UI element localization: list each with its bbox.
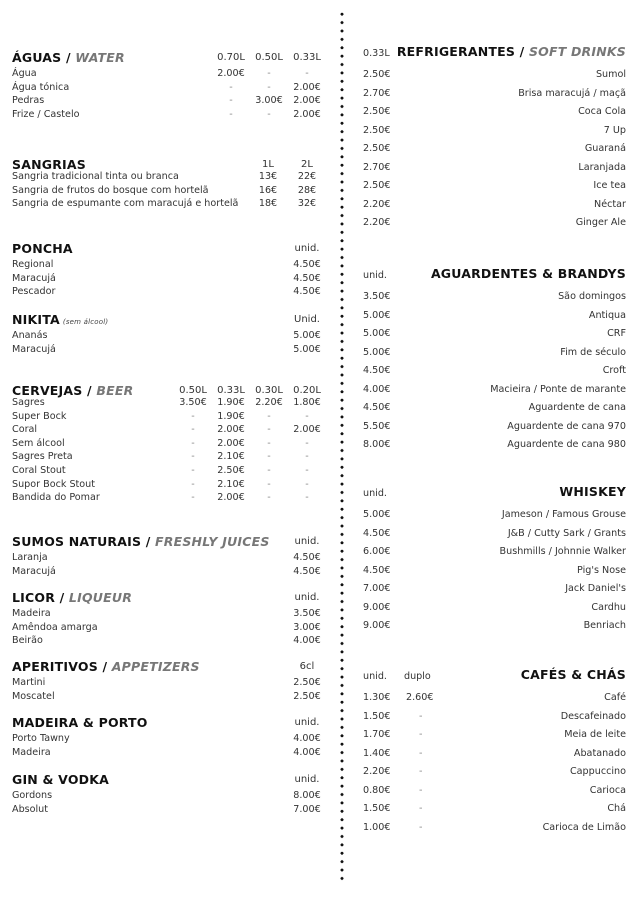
section-title [559, 484, 626, 499]
item-name: Fim de século [560, 346, 626, 358]
item-name: J&B / Cutty Sark / Grants [507, 527, 626, 539]
item-price: 2.00€ [293, 81, 321, 93]
item-name: CRF [607, 328, 626, 339]
item-price: 2.00€ [217, 492, 245, 504]
item-name: Absolut [12, 803, 49, 815]
column-header: unid. [363, 488, 387, 499]
item-name: Meia de leite [564, 729, 626, 740]
item-name: Ice tea [593, 180, 626, 191]
item-price: - [267, 424, 271, 436]
section-title-pt: NIKITA [12, 312, 60, 327]
item-price: 2.20€ [363, 217, 391, 228]
item-name: Abatanado [573, 747, 626, 759]
item-name: Maracujá [12, 343, 56, 355]
item-price: 5.00€ [363, 346, 391, 358]
item-price: 2.20€ [363, 198, 391, 210]
column-header: 1L [262, 159, 274, 170]
item-price: 2.50€ [363, 143, 391, 154]
title-separator: / [55, 590, 69, 605]
item-price: 8.00€ [363, 439, 391, 450]
section-title [12, 590, 132, 605]
item-price: 4.50€ [363, 564, 391, 576]
item-price: - [267, 410, 271, 422]
item-price: 1.70€ [363, 729, 391, 740]
section-title-pt: GIN & VODKA [12, 772, 109, 787]
item-price: 1.50€ [363, 710, 391, 722]
item-price: - [229, 81, 233, 93]
item-price: - [267, 81, 271, 93]
section-title [521, 667, 626, 682]
item-name: Sangria de espumante com maracujá e hortelã [12, 198, 239, 210]
column-header: unid. [363, 270, 387, 281]
item-price: - [267, 465, 271, 476]
item-price: 4.00€ [293, 746, 321, 758]
column-header: 0.50L [179, 385, 207, 396]
item-name: Sagres [12, 397, 45, 408]
item-name: Croft [602, 365, 626, 376]
column-header: 0.70L [217, 52, 245, 63]
item-price: 5.00€ [293, 343, 321, 355]
item-name: Martini [12, 677, 46, 688]
column-header: unid. [294, 774, 320, 785]
section-title [12, 715, 148, 730]
dotted-divider [340, 10, 344, 882]
item-price: 4.50€ [293, 272, 321, 284]
section-title [12, 241, 73, 256]
section-title [12, 772, 109, 787]
item-name: Pig's Nose [577, 564, 626, 576]
item-name: Café [604, 692, 626, 703]
section-title [397, 44, 626, 59]
section-title-en: APPETIZERS [111, 659, 200, 674]
item-name: Supor Bock Stout [12, 478, 96, 490]
item-price: - [191, 437, 195, 449]
item-price: 7.00€ [293, 803, 321, 815]
item-name: Madeira [12, 746, 51, 758]
item-price: 4.50€ [293, 565, 321, 577]
section-title-en: LIQUEUR [68, 590, 133, 605]
item-price: 5.00€ [363, 509, 391, 520]
item-name: Madeira [12, 608, 51, 619]
column-header: unid. [294, 717, 320, 728]
item-price: - [267, 437, 271, 449]
item-name: Laranjada [578, 161, 626, 173]
item-price: 6.00€ [363, 546, 391, 557]
item-name: Cappuccino [569, 766, 626, 777]
item-price: - [419, 766, 423, 777]
item-price: 3.50€ [363, 291, 391, 302]
item-price: - [305, 451, 309, 463]
column-header: unid. [363, 671, 387, 682]
column-header: 0.33L [293, 52, 321, 63]
item-price: 2.00€ [293, 95, 321, 107]
column-header: 2L [301, 159, 313, 170]
section-title-pt: MADEIRA & PORTO [12, 715, 148, 730]
item-name: Aguardente de cana [528, 402, 626, 413]
item-name: Moscatel [12, 690, 55, 702]
item-price: - [419, 747, 423, 759]
section-title [431, 266, 626, 281]
item-price: - [305, 465, 309, 476]
item-name: Néctar [594, 198, 626, 210]
item-name: Guaraná [584, 143, 626, 154]
item-name: Sangria de frutos do bosque com hortelã [12, 184, 209, 196]
section-title-pt: LICOR [12, 590, 56, 605]
item-price: - [229, 95, 233, 107]
item-price: 2.50€ [293, 690, 321, 702]
item-price: - [305, 492, 309, 504]
item-price: - [419, 821, 423, 833]
item-price: - [305, 68, 309, 79]
item-name: Brisa maracujá / maçã [518, 87, 626, 99]
item-name: Ananás [12, 330, 48, 341]
section-title-pt: WHISKEY [559, 484, 626, 499]
item-name: Benriach [583, 620, 626, 631]
item-price: 0.80€ [363, 784, 391, 796]
item-price: 2.70€ [363, 87, 391, 99]
item-price: 2.60€ [406, 692, 434, 703]
item-name: Regional [12, 259, 54, 270]
item-name: Maracujá [12, 565, 56, 577]
item-price: 8.00€ [293, 790, 321, 801]
item-price: 2.50€ [363, 180, 391, 191]
section-title-pt: SANGRIAS [12, 157, 86, 172]
item-price: 5.00€ [293, 330, 321, 341]
section-title-pt: PONCHA [12, 241, 73, 256]
item-price: - [267, 478, 271, 490]
item-price: 4.00€ [293, 635, 321, 647]
item-price: 2.10€ [217, 478, 245, 490]
section-title-en: FRESHLY JUICES [155, 534, 270, 549]
item-price: 2.20€ [363, 766, 391, 777]
item-price: 2.50€ [293, 677, 321, 688]
item-price: 5.00€ [363, 309, 391, 321]
item-price: 5.50€ [363, 420, 391, 432]
section-title [12, 312, 108, 327]
column-header: 0.30L [255, 385, 283, 396]
item-name: Super Bock [12, 410, 67, 422]
section-title [12, 659, 200, 674]
item-name: Laranja [12, 552, 48, 563]
section-title-pt: CERVEJAS [12, 383, 83, 398]
item-price: 4.50€ [363, 365, 391, 376]
item-price: 2.20€ [255, 397, 283, 408]
item-price: 1.30€ [363, 692, 391, 703]
item-price: 16€ [258, 184, 278, 196]
item-price: 9.00€ [363, 620, 391, 631]
item-name: Frize / Castelo [12, 108, 80, 120]
item-price: 1.90€ [217, 410, 245, 422]
item-name: Pedras [12, 95, 45, 107]
section-title [12, 50, 125, 65]
item-price: - [267, 451, 271, 463]
item-price: 13€ [258, 171, 278, 182]
item-price: 7.00€ [363, 583, 391, 594]
column-header: duplo [404, 671, 431, 682]
item-name: Ginger Ale [575, 217, 626, 228]
item-price: - [229, 108, 233, 120]
item-price: 4.50€ [293, 552, 321, 563]
item-name: Carioca [589, 784, 626, 796]
title-separator: / [515, 44, 529, 59]
section-title [12, 157, 86, 172]
section-title-en: WATER [75, 50, 125, 65]
item-price: - [191, 410, 195, 422]
column-header: 6cl [299, 661, 315, 672]
item-price: - [191, 451, 195, 463]
item-name: Bushmills / Johnnie Walker [499, 546, 626, 557]
section-title-en: BEER [96, 383, 134, 398]
section-title-pt: AGUARDENTES & BRANDYS [430, 266, 626, 281]
item-name: Jameson / Famous Grouse [501, 509, 626, 520]
item-name: Amêndoa amarga [12, 621, 98, 633]
section-title [12, 534, 270, 549]
item-price: 1.40€ [363, 747, 391, 759]
item-name: Macieira / Ponte de marante [490, 383, 626, 395]
item-name: Gordons [12, 790, 53, 801]
item-price: 1.50€ [363, 803, 391, 814]
item-price: 3.50€ [179, 397, 207, 408]
item-price: 3.00€ [255, 95, 283, 107]
item-price: 1.00€ [363, 821, 391, 833]
item-price: 2.00€ [217, 68, 245, 79]
item-price: 2.00€ [217, 437, 245, 449]
section-title-pt: CAFÉS & CHÁS [520, 667, 626, 682]
item-price: 4.00€ [363, 383, 391, 395]
section-title-pt: APERITIVOS [12, 659, 98, 674]
item-price: 2.50€ [217, 465, 245, 476]
item-price: 2.00€ [293, 424, 321, 436]
item-price: - [419, 784, 423, 796]
item-price: - [191, 478, 195, 490]
item-name: São domingos [558, 291, 626, 302]
section-title-en: SOFT DRINKS [528, 44, 626, 59]
item-price: - [305, 437, 309, 449]
column-header: unid. [294, 536, 320, 547]
title-separator: / [97, 659, 112, 674]
item-name: Porto Tawny [12, 733, 70, 744]
column-header: 0.33L [217, 385, 245, 396]
item-name: Sangria tradicional tinta ou branca [12, 171, 179, 182]
section-title-pt: ÁGUAS [12, 50, 62, 65]
item-price: 3.50€ [293, 608, 321, 619]
item-price: 1.90€ [217, 397, 245, 408]
item-price: 3.00€ [293, 621, 321, 633]
item-price: - [419, 803, 423, 814]
item-price: - [267, 108, 271, 120]
item-name: Bandida do Pomar [12, 492, 100, 504]
title-separator: / [61, 50, 76, 65]
item-price: 4.50€ [363, 402, 391, 413]
item-price: 2.50€ [363, 124, 391, 136]
item-name: Aguardente de cana 980 [507, 439, 626, 450]
item-price: - [191, 492, 195, 504]
column-header: 0.33L [363, 48, 390, 59]
item-name: Cardhu [591, 601, 626, 613]
item-price: 2.50€ [363, 69, 391, 80]
item-price: - [267, 492, 271, 504]
item-price: 32€ [297, 198, 317, 210]
item-name: Aguardente de cana 970 [507, 420, 626, 432]
section-note: (sem álcool) [62, 318, 109, 326]
column-header: Unid. [294, 314, 320, 325]
item-name: Antiqua [588, 309, 626, 321]
title-separator: / [141, 534, 156, 549]
item-price: 5.00€ [363, 328, 391, 339]
item-name: 7 Up [603, 124, 626, 136]
item-price: 4.50€ [293, 286, 321, 298]
section-title [12, 383, 133, 398]
item-name: Água [12, 68, 37, 79]
item-price: - [305, 478, 309, 490]
item-price: - [419, 729, 423, 740]
column-header: unid. [294, 592, 320, 603]
column-header: 0.20L [293, 385, 321, 396]
item-name: Maracujá [12, 272, 56, 284]
column-header: 0.50L [255, 52, 283, 63]
item-price: 2.10€ [217, 451, 245, 463]
item-price: - [267, 68, 271, 79]
item-price: 2.00€ [217, 424, 245, 436]
item-price: 2.70€ [363, 161, 391, 173]
item-price: 9.00€ [363, 601, 391, 613]
item-price: - [419, 710, 423, 722]
item-price: 4.00€ [293, 733, 321, 744]
item-price: 28€ [297, 184, 317, 196]
item-name: Pescador [12, 286, 56, 298]
section-title-pt: REFRIGERANTES [396, 44, 516, 59]
item-name: Sagres Preta [12, 451, 73, 463]
section-title-pt: SUMOS NATURAIS [12, 534, 142, 549]
column-header: unid. [294, 243, 320, 254]
item-name: Carioca de Limão [542, 821, 626, 833]
item-price: 22€ [297, 171, 317, 182]
item-name: Beirão [12, 635, 43, 647]
item-name: Coca Cola [578, 106, 626, 117]
item-name: Sumol [595, 69, 626, 80]
item-name: Coral Stout [12, 465, 66, 476]
title-separator: / [82, 383, 97, 398]
item-name: Descafeinado [560, 710, 626, 722]
item-price: - [305, 410, 309, 422]
item-name: Água tónica [12, 81, 70, 93]
item-name: Jack Daniel's [565, 583, 626, 594]
item-price: 18€ [258, 198, 278, 210]
item-price: 1.80€ [293, 397, 321, 408]
item-price: 4.50€ [363, 527, 391, 539]
item-name: Sem álcool [12, 437, 65, 449]
item-price: 2.00€ [293, 108, 321, 120]
item-price: 2.50€ [363, 106, 391, 117]
item-price: 4.50€ [293, 259, 321, 270]
item-price: - [191, 465, 195, 476]
item-name: Coral [12, 424, 38, 436]
item-price: - [191, 424, 195, 436]
item-name: Chá [607, 803, 626, 814]
